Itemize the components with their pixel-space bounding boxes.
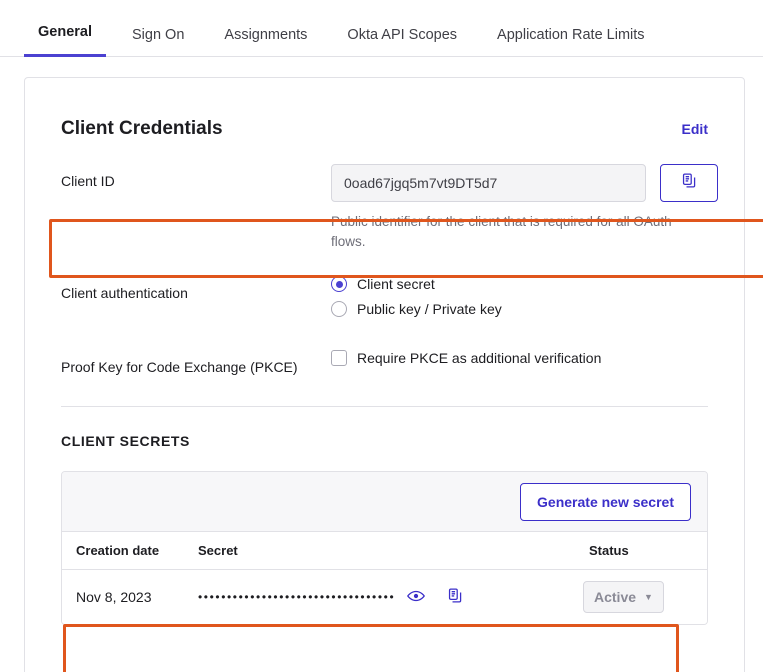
- secrets-toolbar: [62, 472, 707, 532]
- client-secrets-heading: CLIENT SECRETS: [61, 433, 190, 449]
- pkce-row: [61, 350, 708, 376]
- client-credentials-card: [24, 77, 745, 672]
- eye-icon: [407, 589, 425, 606]
- radio-public-private-key[interactable]: [331, 301, 708, 317]
- copy-icon: [447, 587, 464, 607]
- pkce-checkbox[interactable]: [331, 350, 347, 366]
- client-id-value[interactable]: 0oad67jgq5m7vt9DT5d7: [331, 164, 646, 202]
- column-header-creation-date: Creation date: [76, 543, 160, 558]
- radio-public-private-key-label: Public key / Private key: [357, 301, 502, 317]
- column-header-status: Status: [589, 543, 629, 558]
- copy-secret-button[interactable]: [447, 587, 464, 607]
- cell-creation-date: Nov 8, 2023: [76, 589, 152, 605]
- client-id-row: [61, 164, 708, 252]
- tab-okta-api-scopes[interactable]: Okta API Scopes: [347, 27, 458, 43]
- radio-client-secret-label: Client secret: [357, 276, 435, 292]
- pkce-label: Proof Key for Code Exchange (PKCE): [61, 359, 298, 375]
- radio-client-secret-indicator[interactable]: [331, 276, 347, 292]
- table-row: [62, 570, 707, 624]
- copy-icon: [681, 172, 698, 194]
- section-divider: [61, 406, 708, 407]
- page-title: Client Credentials: [61, 118, 223, 139]
- pkce-checkbox-label: Require PKCE as additional verification: [357, 350, 602, 366]
- column-header-secret: Secret: [198, 543, 238, 558]
- edit-button[interactable]: Edit: [681, 121, 708, 137]
- card-header: [61, 78, 708, 140]
- generate-new-secret-button[interactable]: Generate new secret: [520, 483, 691, 521]
- pkce-checkbox-option[interactable]: [331, 350, 708, 366]
- table-header-row: [62, 532, 707, 570]
- status-badge-label: Active: [594, 589, 637, 605]
- client-id-helper-text: Public identifier for the client that is required for all OAuth flows.: [331, 214, 672, 249]
- highlight-secret-row: [63, 624, 679, 672]
- chevron-down-icon: ▼: [644, 592, 653, 602]
- client-id-label: Client ID: [61, 173, 115, 189]
- tab-bar: [0, 0, 763, 57]
- radio-public-private-key-indicator[interactable]: [331, 301, 347, 317]
- tab-general[interactable]: General: [24, 24, 106, 57]
- cell-secret-masked: ••••••••••••••••••••••••••••••••••: [198, 590, 396, 604]
- tab-application-rate-limits[interactable]: Application Rate Limits: [497, 27, 645, 43]
- radio-client-secret[interactable]: [331, 276, 708, 292]
- client-authentication-row: [61, 276, 708, 326]
- status-badge[interactable]: [583, 581, 664, 613]
- reveal-secret-button[interactable]: [407, 589, 425, 606]
- client-authentication-label: Client authentication: [61, 285, 188, 301]
- tab-assignments[interactable]: Assignments: [224, 27, 308, 43]
- tab-sign-on[interactable]: Sign On: [132, 27, 185, 43]
- copy-client-id-button[interactable]: [660, 164, 718, 202]
- client-secrets-table: [61, 471, 708, 625]
